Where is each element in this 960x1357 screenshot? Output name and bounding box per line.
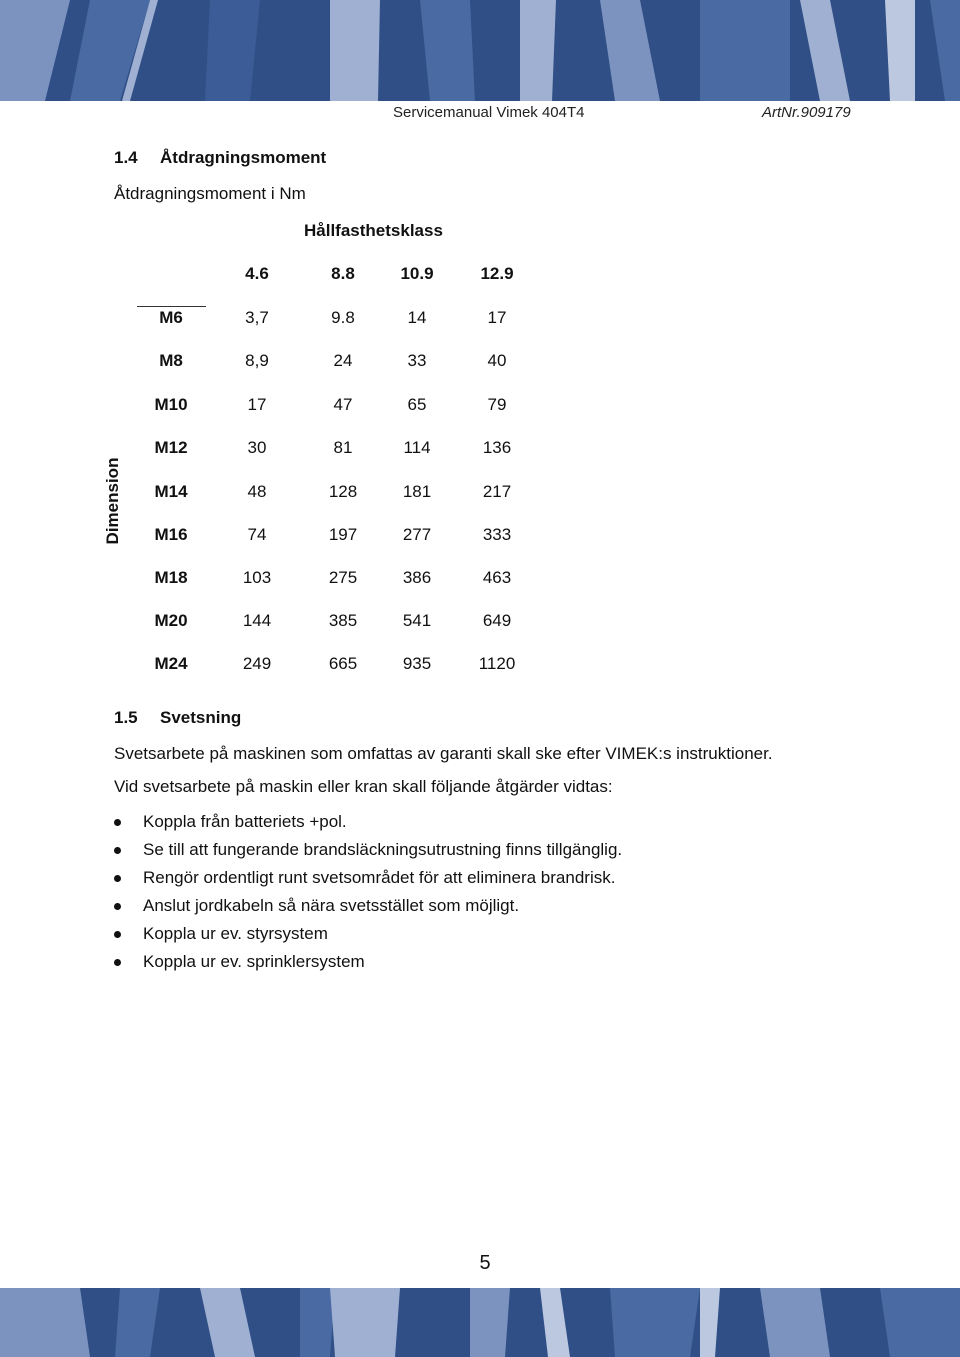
torque-cell: 33	[407, 351, 427, 370]
footer-decorative-band	[0, 1288, 960, 1357]
section-title: Åtdragningsmoment	[160, 148, 327, 167]
torque-cell: 24	[333, 351, 353, 370]
table-subtitle: Åtdragningsmoment i Nm	[114, 184, 306, 203]
torque-cell: 74	[247, 525, 267, 544]
torque-cell: 14	[407, 308, 427, 327]
torque-cell: 249	[242, 654, 272, 673]
dimension-cell: M16	[154, 525, 188, 544]
page-number: 5	[479, 1252, 491, 1274]
torque-cell: 103	[242, 568, 272, 587]
list-item-text: Koppla ur ev. styrsystem	[143, 924, 328, 943]
torque-cell: 136	[482, 438, 512, 457]
dimension-header-rule	[137, 306, 206, 307]
torque-cell: 79	[487, 395, 507, 414]
manual-title: Servicemanual Vimek 404T4	[393, 104, 585, 121]
dimension-axis-label: Dimension	[103, 457, 122, 545]
welding-paragraph: Svetsarbete på maskinen som omfattas av garanti skall ske efter VIMEK:s instruktioner.	[114, 744, 773, 763]
list-item-text: Koppla från batteriets +pol.	[143, 812, 347, 831]
header-decorative-band	[0, 0, 960, 101]
torque-cell: 17	[247, 395, 267, 414]
dimension-cell: M10	[154, 395, 188, 414]
list-item-text: Anslut jordkabeln så nära svetsstället som möjligt.	[143, 896, 520, 915]
torque-cell: 47	[333, 395, 353, 414]
torque-cell: 197	[328, 525, 358, 544]
torque-cell: 649	[482, 611, 512, 630]
torque-cell: 1120	[478, 654, 516, 673]
bullet-icon	[114, 959, 121, 966]
torque-cell: 541	[402, 611, 432, 630]
torque-cell: 217	[482, 482, 512, 501]
column-header: 4.6	[245, 264, 269, 283]
torque-cell: 9.8	[331, 308, 355, 327]
section-number: 1.4	[114, 148, 138, 167]
torque-cell: 65	[407, 395, 427, 414]
article-number: ArtNr.909179	[762, 104, 851, 121]
bullet-icon	[114, 931, 121, 938]
torque-cell: 3,7	[245, 308, 269, 327]
dimension-cell: M8	[159, 351, 183, 370]
section-heading-torque	[114, 148, 326, 168]
section-title: Svetsning	[160, 708, 242, 727]
torque-cell: 277	[402, 525, 432, 544]
dimension-cell: M20	[154, 611, 188, 630]
torque-cell: 181	[402, 482, 432, 501]
bullet-icon	[114, 875, 121, 882]
torque-cell: 114	[403, 438, 431, 457]
torque-cell: 48	[247, 482, 267, 501]
welding-paragraph: Vid svetsarbete på maskin eller kran skall följande åtgärder vidtas:	[114, 777, 613, 796]
bullet-icon	[114, 819, 121, 826]
column-header: 12.9	[480, 264, 514, 283]
dimension-cell: M14	[154, 482, 188, 501]
list-item-text: Se till att fungerande brandsläckningsutrustning finns tillgänglig.	[143, 840, 623, 859]
bullet-icon	[114, 903, 121, 910]
dimension-cell: M24	[154, 654, 188, 673]
section-number: 1.5	[114, 708, 138, 727]
dimension-cell: M18	[154, 568, 188, 587]
dimension-cell: M12	[154, 438, 188, 457]
torque-cell: 935	[402, 654, 432, 673]
list-item-text: Koppla ur ev. sprinklersystem	[143, 952, 365, 971]
torque-cell: 17	[487, 308, 507, 327]
torque-cell: 333	[482, 525, 512, 544]
torque-cell: 385	[328, 611, 358, 630]
torque-cell: 40	[487, 351, 507, 370]
torque-cell: 665	[328, 654, 358, 673]
torque-cell: 8,9	[245, 351, 269, 370]
section-heading-welding	[114, 708, 241, 728]
torque-cell: 463	[482, 568, 512, 587]
torque-cell: 128	[328, 482, 358, 501]
column-header: 8.8	[331, 264, 355, 283]
torque-cell: 81	[333, 438, 353, 457]
bullet-icon	[114, 847, 121, 854]
list-item-text: Rengör ordentligt runt svetsområdet för att eliminera brandrisk.	[143, 868, 616, 887]
torque-cell: 144	[242, 611, 272, 630]
torque-cell: 386	[402, 568, 432, 587]
column-header: 10.9	[400, 264, 434, 283]
torque-cell: 275	[328, 568, 358, 587]
dimension-cell: M6	[159, 308, 183, 327]
strength-class-heading: Hållfasthetsklass	[304, 221, 443, 240]
torque-cell: 30	[247, 438, 267, 457]
